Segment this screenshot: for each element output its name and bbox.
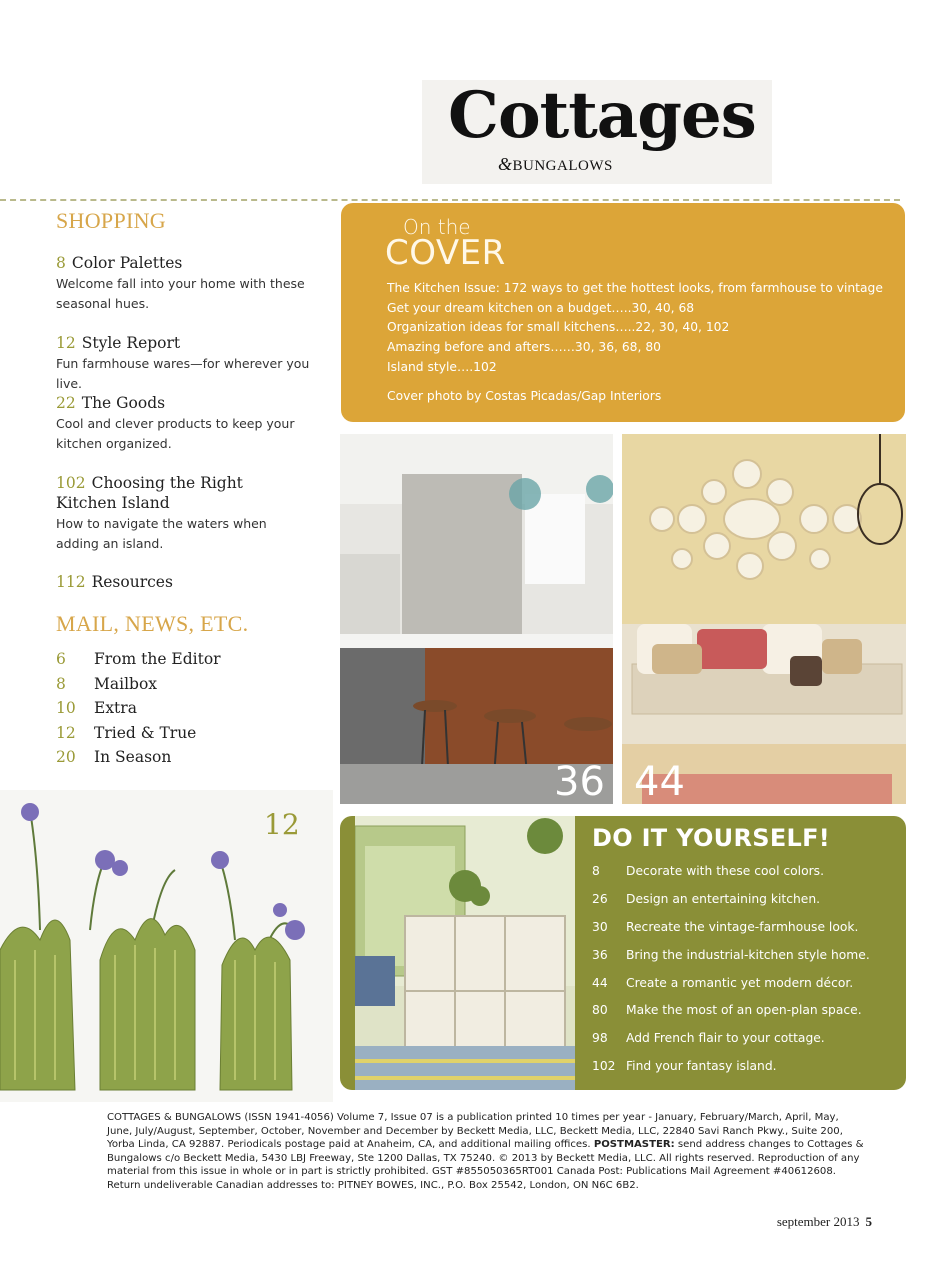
list-item[interactable] [592, 1003, 892, 1031]
list-item[interactable] [592, 976, 892, 1004]
diy-list [592, 864, 892, 1087]
issue-date: september 2013 [776, 1214, 860, 1229]
toc-entry-title: Resources [91, 573, 173, 591]
plates-sofa-illustration [622, 434, 906, 804]
page-number: 44 [592, 975, 608, 990]
logo-ampersand: & [498, 154, 513, 174]
page-number: 80 [592, 1003, 608, 1018]
page-number: 6 [56, 650, 66, 668]
toc-entry-title: Color Palettes [71, 254, 183, 272]
island-illustration [355, 816, 575, 1090]
toc-entry-heading [56, 393, 331, 413]
diy-title: DO IT YOURSELF! [592, 824, 831, 852]
list-item-label: From the Editor [94, 650, 221, 668]
cover-kicker: On the [403, 215, 471, 239]
toc-entry-title: Style Report [81, 334, 181, 352]
notice-part-2: send address changes to Cottages & Bungalows c/o Beckett Media, 5430 LBJ Freeway, Ste 1200 Dallas, TX 75240. © 2013 by Beckett Media, LLC. All rights reserved. Reproduction of any material from this issue in whole or in part is strictly prohibited. GST #855050365RT001 Canada Post: Publications Mail Agreement #40612608. Return undeliverable Canadian addresses to: PITNEY BOWES, INC., P.O. Box 25542, London, ON N6C 6B2. [107, 1139, 864, 1191]
plants-page-number: 12 [264, 808, 300, 841]
notice-part-1: COTTAGES & BUNGALOWS (ISSN 1941-4056) Volume 7, Issue 07 is a publication printed 10 times per year - January, February/March, April, May, June, July/August, September, October, November and December by Beckett Media, LLC, Beckett Media, LLC, 22840 Savi Ranch Pkwy., Suite 200, Yorba Linda, CA 92887. Periodicals postage paid at Anaheim, CA, and additional mailing offices. [107, 1112, 843, 1151]
page-number: 10 [56, 699, 76, 717]
cover-line: The Kitchen Issue: 172 ways to get the hottest looks, from farmhouse to vintage [387, 281, 883, 295]
list-item-label: Create a romantic yet modern décor. [626, 975, 854, 990]
list-item[interactable] [56, 748, 336, 773]
list-item-label: Find your fantasy island. [626, 1059, 777, 1074]
cover-line: Get your dream kitchen on a budget…..30, 40, 68 [387, 300, 695, 315]
list-item-label: Bring the industrial-kitchen style home. [626, 947, 870, 962]
cover-photo-credit: Cover photo by Costas Picadas/Gap Interiors [387, 389, 662, 403]
page-number: 8 [592, 864, 600, 878]
page-number: 98 [592, 1031, 608, 1046]
island-photo[interactable] [355, 816, 575, 1090]
list-item[interactable] [592, 864, 892, 892]
kitchen-page-number: 36 [554, 759, 605, 804]
on-the-cover-panel [341, 203, 905, 422]
publication-notice [107, 1111, 867, 1193]
mail-news-heading: MAIL, NEWS, ETC. [56, 611, 249, 636]
logo-sub-word: BUNGALOWS [512, 158, 613, 174]
list-item-label: Add French flair to your cottage. [626, 1031, 825, 1046]
page-number: 102 [56, 474, 86, 492]
plates-page-number: 44 [634, 759, 685, 804]
toc-entry-title: Choosing the Right Kitchen Island [56, 474, 243, 512]
cover-line: Organization ideas for small kitchens…..22, 30, 40, 102 [387, 320, 730, 335]
logo-title: Cottages [448, 78, 756, 153]
list-item[interactable] [592, 1031, 892, 1059]
toc-entry-desc: Fun farmhouse wares—for wherever you live. [56, 356, 310, 391]
list-item-label: Mailbox [94, 674, 158, 693]
list-item-label: In Season [94, 748, 172, 766]
toc-entry[interactable] [56, 572, 331, 592]
toc-entry[interactable] [56, 253, 331, 314]
toc-entry[interactable] [56, 473, 306, 554]
list-item-label: Design an entertaining kitchen. [626, 891, 821, 906]
list-item[interactable] [592, 920, 892, 948]
page-number: 36 [592, 947, 608, 962]
page-number: 102 [592, 1059, 616, 1074]
mail-news-list [56, 650, 336, 773]
toc-entry-heading [56, 333, 331, 353]
page-number: 22 [56, 394, 76, 412]
logo-subtitle [498, 154, 613, 175]
toc-entry-heading [56, 473, 306, 513]
diy-panel [340, 816, 906, 1090]
list-item[interactable] [56, 650, 336, 675]
page-number: 12 [56, 334, 76, 352]
toc-entry-desc: Cool and clever products to keep your kitchen organized. [56, 416, 295, 451]
page-number: 20 [56, 748, 76, 766]
list-item-label: Extra [94, 699, 137, 717]
kitchen-illustration [340, 434, 613, 804]
shopping-heading: SHOPPING [56, 208, 166, 233]
plates-sofa-photo[interactable] [622, 434, 906, 804]
toc-entry-title: The Goods [81, 394, 166, 412]
cover-line: Island style….102 [387, 359, 497, 374]
list-item-label: Recreate the vintage-farmhouse look. [626, 919, 859, 934]
folio-page-number: 5 [865, 1214, 872, 1229]
notice-postmaster: POSTMASTER: [593, 1139, 675, 1151]
page-number: 8 [56, 674, 66, 693]
list-item[interactable] [56, 724, 336, 749]
toc-entry-desc: Welcome fall into your home with these seasonal hues. [56, 276, 305, 311]
toc-entry-heading [56, 572, 331, 592]
page-number: 26 [592, 891, 608, 906]
list-item[interactable] [592, 1059, 892, 1087]
cover-line: Amazing before and afters……30, 36, 68, 80 [387, 340, 661, 355]
list-item[interactable] [592, 948, 892, 976]
page-number: 30 [592, 919, 608, 934]
toc-entry[interactable] [56, 393, 331, 454]
toc-entry-heading [56, 253, 331, 273]
page-folio [777, 1214, 872, 1230]
toc-entry[interactable] [56, 333, 331, 394]
list-item[interactable] [592, 892, 892, 920]
page-number: 12 [56, 723, 76, 742]
kitchen-photo[interactable] [340, 434, 613, 804]
page-number: 8 [56, 254, 66, 272]
list-item[interactable] [56, 699, 336, 724]
dashed-divider [0, 199, 900, 201]
cover-lines [387, 279, 887, 378]
toc-entry-desc: How to navigate the waters when adding an island. [56, 516, 267, 551]
list-item-label: Tried & True [94, 723, 197, 742]
list-item-label: Decorate with these cool colors. [626, 864, 824, 878]
magazine-logo [422, 80, 772, 184]
cover-title: COVER [385, 233, 506, 273]
list-item[interactable] [56, 675, 336, 700]
page-number: 112 [56, 573, 86, 591]
list-item-label: Make the most of an open-plan space. [626, 1003, 862, 1018]
